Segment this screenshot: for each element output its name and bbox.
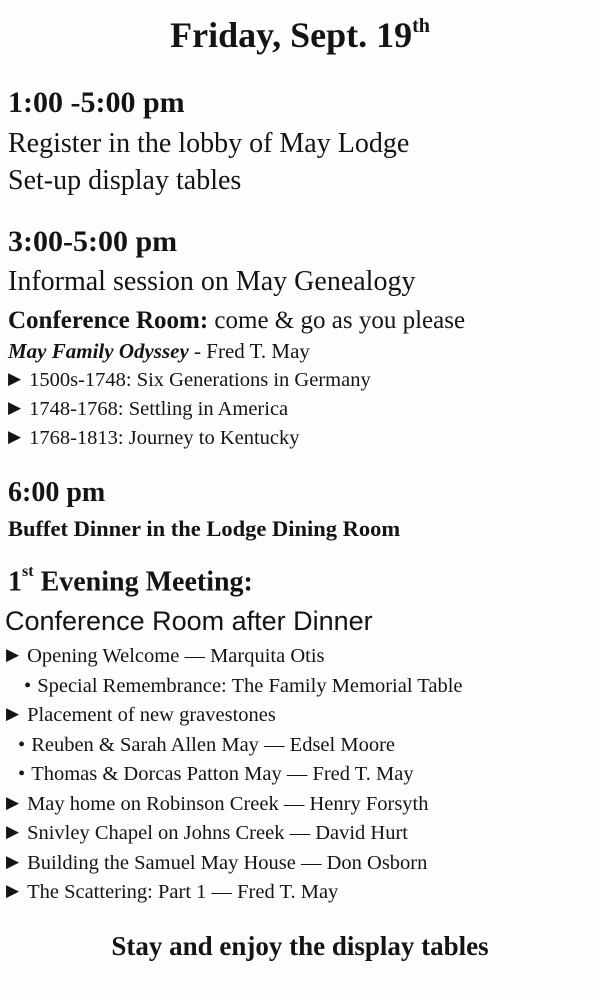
block2-room bbox=[8, 307, 465, 335]
talk-title: May Family Odyssey bbox=[8, 339, 189, 363]
list-item: ▶ May home on Robinson Creek — Henry Forsyth bbox=[6, 793, 429, 815]
play-arrow-icon: ▶ bbox=[8, 398, 22, 418]
room-label: Conference Room: bbox=[8, 307, 209, 334]
play-arrow-icon: ▶ bbox=[6, 852, 20, 872]
list-item: • Special Remembrance: The Family Memorial Table bbox=[24, 675, 463, 697]
play-arrow-icon: ▶ bbox=[6, 822, 20, 842]
time-heading-3: 6:00 pm bbox=[8, 477, 106, 508]
meeting-ordinal-suffix: st bbox=[22, 563, 34, 580]
list-item: ▶ 1748-1768: Settling in America bbox=[8, 398, 289, 420]
list-item: ▶ Snivley Chapel on Johns Creek — David Hurt bbox=[6, 822, 408, 844]
evening-meeting-heading bbox=[8, 563, 253, 598]
dinner-event: Buffet Dinner in the Lodge Dining Room bbox=[8, 516, 401, 541]
talk-speaker: - Fred T. May bbox=[188, 339, 310, 363]
meeting-heading-text: Evening Meeting: bbox=[33, 566, 253, 598]
play-arrow-icon: ▶ bbox=[6, 881, 20, 901]
day-title bbox=[0, 16, 600, 56]
day-title-text: Friday, Sept. 19 bbox=[170, 15, 413, 55]
play-arrow-icon: ▶ bbox=[6, 645, 20, 665]
meeting-ordinal: 1 bbox=[8, 566, 22, 598]
list-item: ▶ Building the Samuel May House — Don Osborn bbox=[6, 852, 428, 874]
room-note: come & go as you please bbox=[208, 307, 466, 334]
bullet-icon: • bbox=[18, 734, 26, 756]
play-arrow-icon: ▶ bbox=[6, 793, 20, 813]
play-arrow-icon: ▶ bbox=[8, 427, 22, 447]
talk-line bbox=[8, 340, 310, 363]
list-item: • Thomas & Dorcas Patton May — Fred T. May bbox=[18, 763, 414, 785]
play-arrow-icon: ▶ bbox=[6, 704, 20, 724]
block1-line-2: Set-up display tables bbox=[8, 165, 242, 196]
list-item: ▶ The Scattering: Part 1 — Fred T. May bbox=[6, 881, 339, 903]
list-item: ▶ Placement of new gravestones bbox=[6, 704, 276, 726]
closing-note: Stay and enjoy the display tables bbox=[111, 931, 489, 961]
list-item: ▶ 1500s-1748: Six Generations in Germany bbox=[8, 369, 371, 391]
block1-line-1: Register in the lobby of May Lodge bbox=[8, 128, 410, 159]
list-item: ▶ 1768-1813: Journey to Kentucky bbox=[8, 427, 300, 449]
list-item: • Reuben & Sarah Allen May — Edsel Moore bbox=[18, 734, 395, 756]
bullet-icon: • bbox=[18, 763, 26, 785]
play-arrow-icon: ▶ bbox=[8, 369, 22, 389]
day-title-suffix: th bbox=[412, 15, 430, 37]
block2-subtitle: Informal session on May Genealogy bbox=[8, 266, 416, 297]
time-heading-1: 1:00 -5:00 pm bbox=[8, 86, 185, 119]
bullet-icon: • bbox=[24, 675, 32, 697]
list-item: ▶ Opening Welcome — Marquita Otis bbox=[6, 645, 325, 667]
time-heading-2: 3:00-5:00 pm bbox=[8, 225, 178, 258]
meeting-location: Conference Room after Dinner bbox=[5, 606, 373, 636]
